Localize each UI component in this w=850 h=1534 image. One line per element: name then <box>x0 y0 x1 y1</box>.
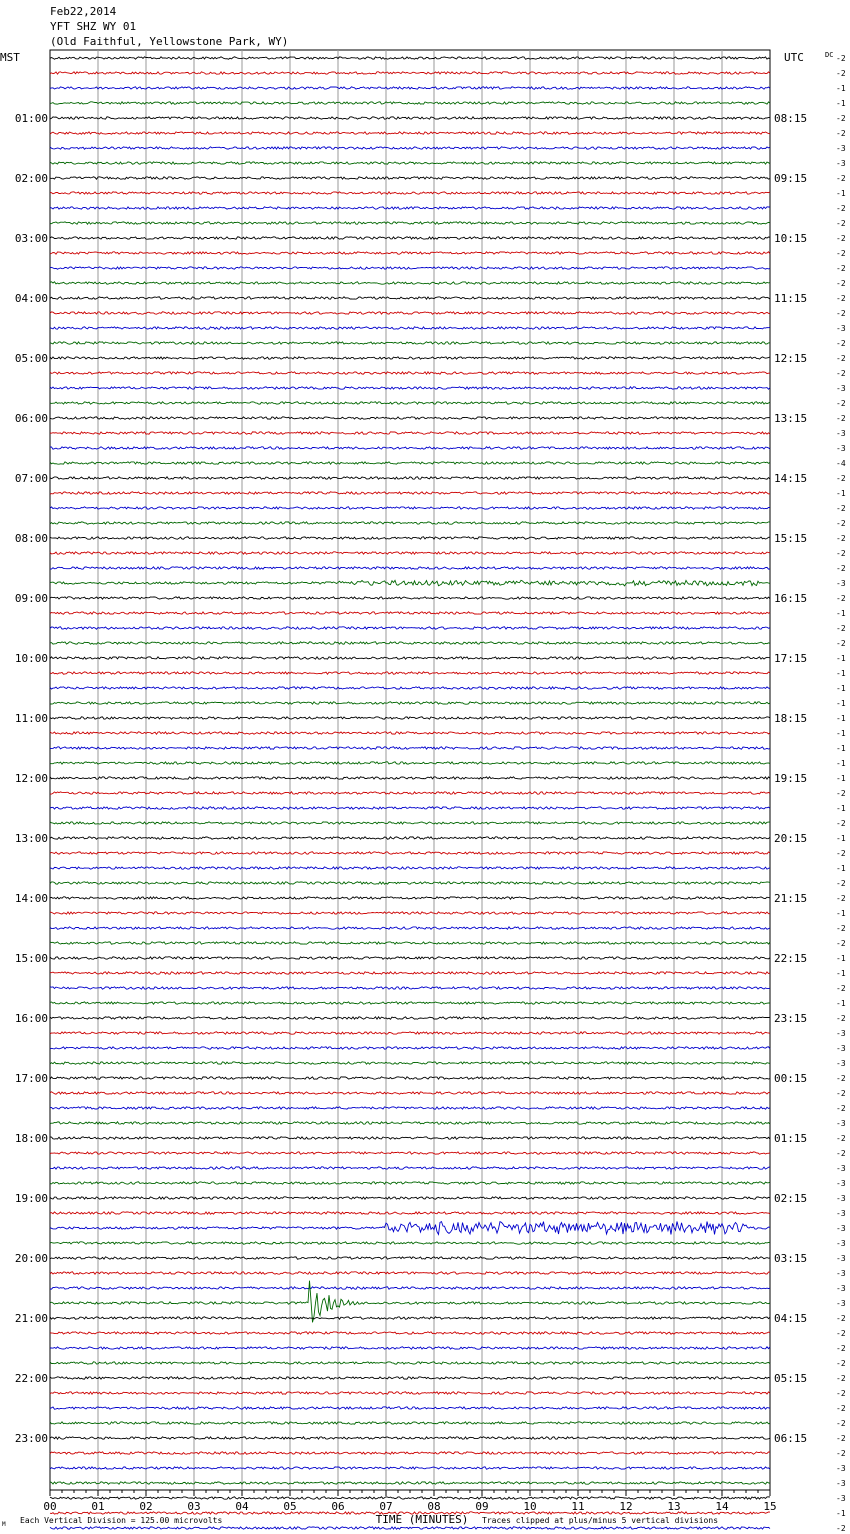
utc-hour-label: 03:15 <box>774 1252 808 1265</box>
trace-line <box>50 207 770 209</box>
dc-offset-label: -1 <box>836 999 846 1008</box>
trace-line <box>50 1002 770 1004</box>
trace-line <box>50 927 770 929</box>
trace-line <box>50 1392 770 1394</box>
trace-line <box>50 687 770 689</box>
x-tick-label: 09 <box>475 1500 489 1513</box>
location-title: (Old Faithful, Yellowstone Park, WY) <box>50 35 289 48</box>
dc-offset-label: -1 <box>836 669 846 678</box>
trace-line <box>50 147 770 149</box>
dc-offset-label: -1 <box>836 759 846 768</box>
trace-line <box>50 117 770 119</box>
mst-hour-label: 22:00 <box>14 1372 48 1385</box>
trace-line <box>50 312 770 314</box>
dc-offset-label: -1 <box>836 684 846 693</box>
dc-offset-label: -2 <box>836 369 846 378</box>
dc-offset-label: -2 <box>836 309 846 318</box>
dc-offset-label: -2 <box>836 279 846 288</box>
dc-offset-label: -2 <box>836 984 846 993</box>
trace-line <box>50 522 770 524</box>
dc-offset-label: -2 <box>836 879 846 888</box>
mst-hour-label: 14:00 <box>14 892 48 905</box>
utc-hour-label: 22:15 <box>774 952 808 965</box>
dc-offset-label: -2 <box>836 264 846 273</box>
utc-hour-label: 11:15 <box>774 292 808 305</box>
dc-offset-label: -2 <box>836 354 846 363</box>
dc-offset-label: -2 <box>836 114 846 123</box>
trace-line <box>50 1362 770 1364</box>
x-tick-label: 14 <box>715 1500 729 1513</box>
dc-offset-label: -2 <box>836 1374 846 1383</box>
dc-offset-label: -2 <box>836 1389 846 1398</box>
date-title: Feb22,2014 <box>50 5 117 18</box>
dc-offset-label: -1 <box>836 609 846 618</box>
trace-line <box>50 672 770 674</box>
trace-line <box>50 1062 770 1064</box>
utc-hour-label: 10:15 <box>774 232 808 245</box>
dc-offset-label: -3 <box>836 579 846 588</box>
dc-offset-label: -2 <box>836 849 846 858</box>
trace-line <box>50 837 770 839</box>
trace-line <box>50 747 770 749</box>
trace-line <box>50 1281 770 1323</box>
dc-offset-label: -2 <box>836 624 846 633</box>
mst-hour-label: 23:00 <box>14 1432 48 1445</box>
dc-offset-label: -3 <box>836 324 846 333</box>
trace-line <box>50 1272 770 1274</box>
dc-offset-label: -2 <box>836 249 846 258</box>
dc-offset-label: -2 <box>836 1089 846 1098</box>
trace-line <box>50 72 770 74</box>
dc-offset-label: -2 <box>836 894 846 903</box>
utc-hour-label: 02:15 <box>774 1192 808 1205</box>
trace-line <box>50 132 770 134</box>
x-tick-label: 06 <box>331 1500 345 1513</box>
utc-axis-label: UTC <box>784 51 804 64</box>
x-tick-label: 08 <box>427 1500 441 1513</box>
dc-offset-label: -3 <box>836 1194 846 1203</box>
x-tick-label: 12 <box>619 1500 633 1513</box>
trace-line <box>50 357 770 359</box>
trace-line <box>50 1437 770 1439</box>
trace-line <box>50 732 770 734</box>
trace-line <box>50 867 770 869</box>
mst-hour-label: 07:00 <box>14 472 48 485</box>
dc-offset-label: -2 <box>836 339 846 348</box>
utc-hour-label: 20:15 <box>774 832 808 845</box>
mst-hour-label: 09:00 <box>14 592 48 605</box>
utc-hour-label: 18:15 <box>774 712 808 725</box>
dc-offset-label: -1 <box>836 954 846 963</box>
trace-line <box>50 342 770 344</box>
trace-line <box>50 717 770 719</box>
dc-offset-label: -2 <box>836 564 846 573</box>
trace-line <box>50 252 770 254</box>
dc-offset-label: -1 <box>836 84 846 93</box>
dc-offset-label: -2 <box>836 1344 846 1353</box>
dc-offset-label: -1 <box>836 909 846 918</box>
trace-line <box>50 462 770 464</box>
dc-offset-label: -1 <box>836 729 846 738</box>
mst-hour-label: 06:00 <box>14 412 48 425</box>
trace-line <box>50 1287 770 1289</box>
dc-offset-label: -2 <box>836 534 846 543</box>
dc-offset-label: -2 <box>836 414 846 423</box>
utc-hour-label: 00:15 <box>774 1072 808 1085</box>
dc-offset-label: -3 <box>836 1494 846 1503</box>
dc-offset-label: -1 <box>836 834 846 843</box>
dc-offset-label: -2 <box>836 1449 846 1458</box>
dc-offset-label: -3 <box>836 444 846 453</box>
dc-offset-label: -1 <box>836 99 846 108</box>
trace-line <box>50 897 770 899</box>
trace-line <box>50 507 770 509</box>
utc-hour-label: 01:15 <box>774 1132 808 1145</box>
trace-line <box>50 1152 770 1154</box>
trace-line <box>50 882 770 884</box>
dc-offset-label: -2 <box>836 549 846 558</box>
dc-offset-label: -3 <box>836 384 846 393</box>
trace-line <box>50 87 770 89</box>
utc-hour-label: 23:15 <box>774 1012 808 1025</box>
mst-axis-label: MST <box>0 51 20 64</box>
utc-hour-label: 17:15 <box>774 652 808 665</box>
dc-offset-label: -3 <box>836 1239 846 1248</box>
trace-line <box>50 1212 770 1214</box>
dc-offset-label: -1 <box>836 654 846 663</box>
trace-line <box>50 417 770 419</box>
dc-offset-label: -3 <box>836 1164 846 1173</box>
dc-offset-label: -2 <box>836 1014 846 1023</box>
x-tick-label: 04 <box>235 1500 249 1513</box>
trace-line <box>50 1222 770 1235</box>
trace-line <box>50 1347 770 1349</box>
mst-hour-label: 18:00 <box>14 1132 48 1145</box>
trace-line <box>50 942 770 944</box>
dc-offset-label: -2 <box>836 504 846 513</box>
dc-offset-label: -2 <box>836 399 846 408</box>
trace-line <box>50 102 770 104</box>
dc-offset-label: -1 <box>836 489 846 498</box>
trace-line <box>50 447 770 449</box>
trace-line <box>50 912 770 914</box>
dc-offset-label: -3 <box>836 1209 846 1218</box>
dc-offset-label: -2 <box>836 219 846 228</box>
x-tick-label: 02 <box>139 1500 153 1513</box>
dc-offset-label: -3 <box>836 1059 846 1068</box>
trace-line <box>50 57 770 59</box>
dc-offset-label: -3 <box>836 1029 846 1038</box>
trace-line <box>50 237 770 239</box>
dc-offset-label: -1 <box>836 774 846 783</box>
trace-line <box>50 580 770 586</box>
dc-header-label: DC <box>825 51 834 59</box>
trace-line <box>50 402 770 404</box>
dc-offset-label: -2 <box>836 294 846 303</box>
mst-hour-label: 12:00 <box>14 772 48 785</box>
trace-line <box>50 597 770 599</box>
trace-line <box>50 1452 770 1454</box>
mst-hour-label: 01:00 <box>14 112 48 125</box>
trace-line <box>50 477 770 479</box>
dc-offset-label: -2 <box>836 639 846 648</box>
dc-offset-label: -1 <box>836 804 846 813</box>
mst-hour-label: 02:00 <box>14 172 48 185</box>
dc-offset-label: -2 <box>836 1104 846 1113</box>
trace-line <box>50 1497 770 1499</box>
utc-hour-label: 05:15 <box>774 1372 808 1385</box>
mst-hour-label: 17:00 <box>14 1072 48 1085</box>
corner-mark: M <box>2 1521 6 1528</box>
utc-hour-label: 21:15 <box>774 892 808 905</box>
dc-offset-label: -2 <box>836 939 846 948</box>
trace-line <box>50 387 770 389</box>
dc-offset-label: -1 <box>836 744 846 753</box>
trace-line <box>50 1377 770 1379</box>
trace-line <box>50 492 770 494</box>
trace-line <box>50 1422 770 1424</box>
trace-line <box>50 567 770 569</box>
trace-line <box>50 777 770 779</box>
trace-line <box>50 657 770 659</box>
utc-hour-label: 09:15 <box>774 172 808 185</box>
dc-offset-label: -1 <box>836 969 846 978</box>
trace-line <box>50 762 770 764</box>
trace-line <box>50 1242 770 1244</box>
trace-line <box>50 1137 770 1139</box>
dc-offset-label: -3 <box>836 1269 846 1278</box>
trace-line <box>50 432 770 434</box>
mst-hour-label: 10:00 <box>14 652 48 665</box>
trace-line <box>50 1467 770 1469</box>
dc-offset-label: -2 <box>836 1149 846 1158</box>
dc-offset-label: -2 <box>836 474 846 483</box>
dc-offset-label: -3 <box>836 1224 846 1233</box>
dc-offset-label: -2 <box>836 1359 846 1368</box>
x-tick-label: 05 <box>283 1500 297 1513</box>
dc-offset-label: -1 <box>836 714 846 723</box>
mst-hour-label: 13:00 <box>14 832 48 845</box>
dc-offset-label: -2 <box>836 1419 846 1428</box>
trace-line <box>50 1317 770 1319</box>
trace-line <box>50 222 770 224</box>
mst-hour-label: 16:00 <box>14 1012 48 1025</box>
trace-line <box>50 1407 770 1409</box>
dc-offset-label: -2 <box>836 54 846 63</box>
dc-offset-label: -3 <box>836 1464 846 1473</box>
trace-line <box>50 1107 770 1109</box>
trace-line <box>50 987 770 989</box>
mst-hour-label: 05:00 <box>14 352 48 365</box>
mst-hour-label: 21:00 <box>14 1312 48 1325</box>
trace-line <box>50 1332 770 1334</box>
x-tick-label: 03 <box>187 1500 201 1513</box>
trace-line <box>50 162 770 164</box>
trace-line <box>50 372 770 374</box>
trace-line <box>50 792 770 794</box>
utc-hour-label: 15:15 <box>774 532 808 545</box>
trace-line <box>50 957 770 959</box>
mst-hour-label: 15:00 <box>14 952 48 965</box>
trace-line <box>50 297 770 299</box>
utc-hour-label: 13:15 <box>774 412 808 425</box>
mst-hour-label: 19:00 <box>14 1192 48 1205</box>
clip-note: Traces clipped at plus/minus 5 vertical divisions <box>482 1516 719 1525</box>
dc-offset-label: -3 <box>836 1254 846 1263</box>
mst-hour-label: 11:00 <box>14 712 48 725</box>
trace-line <box>50 972 770 974</box>
trace-line <box>50 1032 770 1034</box>
dc-offset-label: -2 <box>836 1434 846 1443</box>
trace-line <box>50 807 770 809</box>
x-tick-label: 01 <box>91 1500 105 1513</box>
trace-line <box>50 537 770 539</box>
dc-offset-label: -1 <box>836 189 846 198</box>
mst-hour-label: 08:00 <box>14 532 48 545</box>
x-tick-label: 07 <box>379 1500 393 1513</box>
trace-line <box>50 1197 770 1199</box>
x-axis-label: TIME (MINUTES) <box>375 1513 469 1526</box>
dc-offset-label: -2 <box>836 1134 846 1143</box>
dc-offset-label: -2 <box>836 1074 846 1083</box>
utc-hour-label: 19:15 <box>774 772 808 785</box>
x-tick-label: 15 <box>763 1500 777 1513</box>
dc-offset-label: -2 <box>836 594 846 603</box>
utc-hour-label: 04:15 <box>774 1312 808 1325</box>
trace-line <box>50 1122 770 1124</box>
x-tick-label: 00 <box>43 1500 57 1513</box>
utc-hour-label: 14:15 <box>774 472 808 485</box>
dc-offset-label: -2 <box>836 924 846 933</box>
mst-hour-label: 20:00 <box>14 1252 48 1265</box>
dc-offset-label: -2 <box>836 789 846 798</box>
trace-line <box>50 327 770 329</box>
dc-offset-label: -2 <box>836 1524 846 1533</box>
trace-line <box>50 1047 770 1049</box>
dc-offset-label: -3 <box>836 159 846 168</box>
scale-note: Each Vertical Division = 125.00 microvolts <box>20 1516 223 1525</box>
utc-hour-label: 12:15 <box>774 352 808 365</box>
trace-line <box>50 267 770 269</box>
trace-line <box>50 822 770 824</box>
trace-line <box>50 1167 770 1169</box>
mst-hour-label: 03:00 <box>14 232 48 245</box>
trace-line <box>50 1527 770 1529</box>
trace-line <box>50 282 770 284</box>
trace-line <box>50 642 770 644</box>
trace-line <box>50 177 770 179</box>
trace-line <box>50 1092 770 1094</box>
trace-line <box>50 612 770 614</box>
utc-hour-label: 16:15 <box>774 592 808 605</box>
dc-offset-label: -2 <box>836 69 846 78</box>
x-tick-label: 11 <box>571 1500 585 1513</box>
mst-hour-label: 04:00 <box>14 292 48 305</box>
station-title: YFT SHZ WY 01 <box>50 20 137 33</box>
dc-offset-label: -2 <box>836 1329 846 1338</box>
dc-offset-label: -3 <box>836 1479 846 1488</box>
dc-offset-label: -2 <box>836 819 846 828</box>
trace-line <box>50 1017 770 1019</box>
trace-line <box>50 852 770 854</box>
dc-offset-label: -2 <box>836 129 846 138</box>
dc-offset-label: -2 <box>836 204 846 213</box>
dc-offset-label: -2 <box>836 519 846 528</box>
utc-hour-label: 08:15 <box>774 112 808 125</box>
dc-offset-label: -3 <box>836 429 846 438</box>
dc-offset-label: -2 <box>836 234 846 243</box>
x-tick-label: 13 <box>667 1500 681 1513</box>
dc-offset-label: -3 <box>836 144 846 153</box>
dc-offset-label: -3 <box>836 1299 846 1308</box>
trace-line <box>50 192 770 194</box>
dc-offset-label: -1 <box>836 1509 846 1518</box>
trace-line <box>50 1257 770 1259</box>
utc-hour-label: 06:15 <box>774 1432 808 1445</box>
trace-line <box>50 1482 770 1484</box>
dc-offset-label: -4 <box>836 459 846 468</box>
trace-line <box>50 1077 770 1079</box>
dc-offset-label: -3 <box>836 1044 846 1053</box>
dc-offset-label: -1 <box>836 864 846 873</box>
dc-offset-label: -3 <box>836 1119 846 1128</box>
trace-line <box>50 552 770 554</box>
dc-offset-label: -3 <box>836 1179 846 1188</box>
trace-line <box>50 1182 770 1184</box>
trace-line <box>50 702 770 704</box>
trace-line <box>50 627 770 629</box>
dc-offset-label: -2 <box>836 1404 846 1413</box>
dc-offset-label: -2 <box>836 1314 846 1323</box>
dc-offset-label: -2 <box>836 174 846 183</box>
dc-offset-label: -1 <box>836 699 846 708</box>
dc-offset-label: -3 <box>836 1284 846 1293</box>
x-tick-label: 10 <box>523 1500 537 1513</box>
